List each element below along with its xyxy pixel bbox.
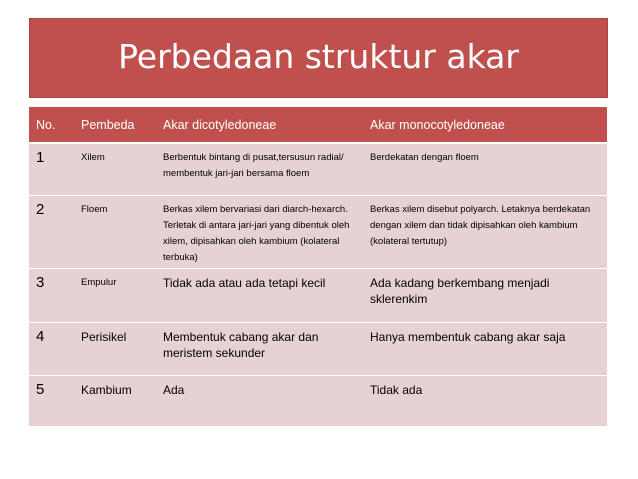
table-row bbox=[29, 143, 607, 195]
row-number: 3 bbox=[29, 268, 74, 322]
row-number: 5 bbox=[29, 375, 74, 426]
row-pembeda: Kambium bbox=[74, 375, 156, 426]
table-row bbox=[29, 322, 607, 375]
row-dikotil: Membentuk cabang akar dan meristem sekunder bbox=[156, 322, 363, 375]
row-monokotil: Berdekatan dengan floem bbox=[363, 143, 607, 195]
row-monokotil: Hanya membentuk cabang akar saja bbox=[363, 322, 607, 375]
row-monokotil: Tidak ada bbox=[363, 375, 607, 426]
title-banner bbox=[29, 18, 608, 98]
row-pembeda: Perisikel bbox=[74, 322, 156, 375]
row-dikotil: Tidak ada atau ada tetapi kecil bbox=[156, 268, 363, 322]
row-pembeda: Empulur bbox=[74, 268, 156, 322]
row-monokotil: Ada kadang berkembang menjadi sklerenkim bbox=[363, 268, 607, 322]
row-dikotil: Berbentuk bintang di pusat,tersusun radial/ membentuk jari-jari bersama floem bbox=[156, 143, 363, 195]
table-row bbox=[29, 375, 607, 426]
header-monokotil: Akar monocotyledoneae bbox=[363, 107, 607, 143]
header-no: No. bbox=[29, 107, 74, 143]
header-pembeda: Pembeda bbox=[74, 107, 156, 143]
header-dikotil: Akar dicotyledoneae bbox=[156, 107, 363, 143]
row-number: 2 bbox=[29, 195, 74, 268]
row-dikotil: Berkas xilem bervariasi dari diarch-hexarch. Terletak di antara jari-jari yang dibentuk oleh xilem, dipisahkan oleh kambium (kolateral terbuka) bbox=[156, 195, 363, 268]
row-dikotil: Ada bbox=[156, 375, 363, 426]
slide-title: Perbedaan struktur akar bbox=[118, 37, 519, 76]
table-row bbox=[29, 195, 607, 268]
row-pembeda: Floem bbox=[74, 195, 156, 268]
table-row bbox=[29, 268, 607, 322]
comparison-table bbox=[29, 107, 607, 427]
row-number: 1 bbox=[29, 143, 74, 195]
table-header-row bbox=[29, 107, 607, 143]
row-monokotil: Berkas xilem disebut polyarch. Letaknya berdekatan dengan xilem dan tidak dipisahkan oleh kambium (kolateral tertutup) bbox=[363, 195, 607, 268]
row-number: 4 bbox=[29, 322, 74, 375]
row-pembeda: Xilem bbox=[74, 143, 156, 195]
